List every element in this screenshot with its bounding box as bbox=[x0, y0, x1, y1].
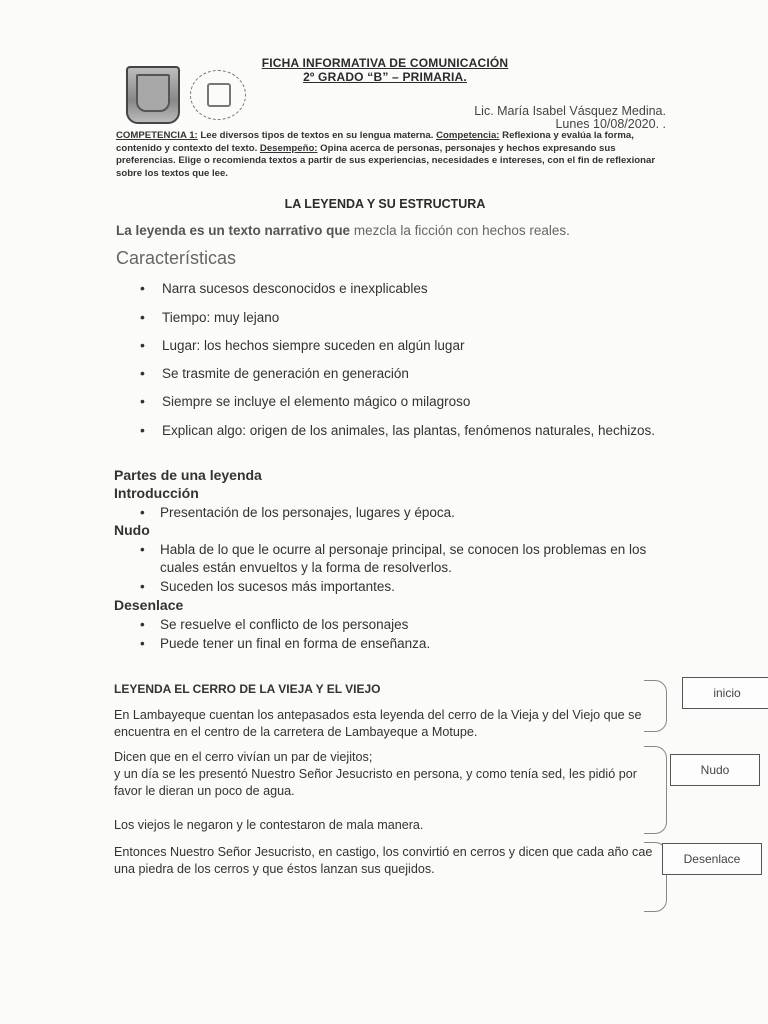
page-title: FICHA INFORMATIVA DE COMUNICACIÓN bbox=[261, 56, 509, 70]
date-text: Lunes 10/08/2020. . bbox=[555, 117, 666, 131]
label-inicio: inicio bbox=[682, 677, 768, 709]
desempeno-label: Desempeño: bbox=[259, 142, 318, 154]
list-item: • Siempre se incluye el elemento mágico o milagroso bbox=[140, 393, 471, 409]
list-item: • Tiempo: muy lejano bbox=[140, 309, 280, 325]
legend-paragraph-3: Los viejos le negaron y le contestaron de mala manera. bbox=[114, 818, 424, 832]
legend-paragraph-2b: y un día se les presentó Nuestro Señor Jesucristo en persona, y como tenía sed, les pidió por favor le dieran un poco de agua. bbox=[114, 767, 637, 798]
partes-title: Partes de una leyenda bbox=[114, 467, 262, 483]
competencia-text1: Lee diversos tipos de textos en su lengua materna. bbox=[197, 130, 437, 141]
legend-paragraph-2a: Dicen que en el cerro vivían un par de viejitos; bbox=[114, 750, 373, 764]
list-item: • Suceden los sucesos más importantes. bbox=[140, 579, 395, 594]
list-item: • Presentación de los personajes, lugares y época. bbox=[140, 505, 455, 520]
list-item: • Se resuelve el conflicto de los personajes bbox=[140, 617, 409, 632]
nudo-title: Nudo bbox=[114, 522, 150, 538]
list-item: • Lugar: los hechos siempre suceden en algún lugar bbox=[140, 337, 465, 353]
section-heading: LA LEYENDA Y SU ESTRUCTURA bbox=[284, 197, 486, 211]
intro-text bbox=[116, 223, 676, 238]
page-subtitle: 2º GRADO “B” – PRIMARIA. bbox=[303, 70, 467, 84]
caracteristicas-title: Características bbox=[116, 248, 237, 268]
legend-title: LEYENDA EL CERRO DE LA VIEJA Y EL VIEJO bbox=[114, 682, 381, 696]
competencia-label: COMPETENCIA 1: bbox=[116, 130, 198, 141]
competencia-block bbox=[116, 130, 656, 180]
brace-inicio bbox=[644, 680, 667, 732]
introduccion-title: Introducción bbox=[114, 485, 199, 501]
list-item: • Narra sucesos desconocidos e inexplicables bbox=[140, 280, 428, 296]
competencia-text2: Reflexiona y evalúa la forma, contenido y contexto del texto. bbox=[116, 130, 634, 154]
brace-nudo bbox=[644, 746, 667, 834]
competencia-text3: Opina acerca de personas, personajes y hechos expresando sus preferencias. Elige o recomienda textos a partir de sus experiencias, necesidades e intereses, con el fin de reflexionar sobre los textos que lee. bbox=[116, 142, 656, 179]
intro-bold: La leyenda es un texto narrativo que bbox=[116, 223, 351, 238]
teacher-name: Lic. María Isabel Vásquez Medina. bbox=[474, 104, 666, 118]
list-item: • Puede tener un final en forma de enseñanza. bbox=[140, 636, 431, 651]
label-nudo: Nudo bbox=[670, 754, 760, 786]
list-item: • Habla de lo que le ocurre al personaje principal, se conocen los problemas en los cuales están envueltos y la forma de resolverlos. bbox=[140, 542, 647, 575]
label-desenlace: Desenlace bbox=[662, 843, 762, 875]
list-item: • Explican algo: origen de los animales, las plantas, fenómenos naturales, hechizos. bbox=[140, 422, 656, 438]
desenlace-title: Desenlace bbox=[114, 597, 184, 613]
list-item: • Se trasmite de generación en generación bbox=[140, 365, 409, 381]
intro-rest: mezcla la ficción con hechos reales. bbox=[350, 223, 570, 238]
capacidad-label: Competencia: bbox=[436, 130, 500, 141]
legend-paragraph-4: Entonces Nuestro Señor Jesucristo, en castigo, los convirtió en cerros y dicen que cada año cae una piedra de los cerros y que éstos lanzan sus quejidos. bbox=[114, 845, 653, 876]
legend-paragraph-1: En Lambayeque cuentan los antepasados esta leyenda del cerro de la Vieja y del Viejo que se encuentra en el centro de la carretera de Lambayeque a Motupe. bbox=[114, 708, 642, 739]
